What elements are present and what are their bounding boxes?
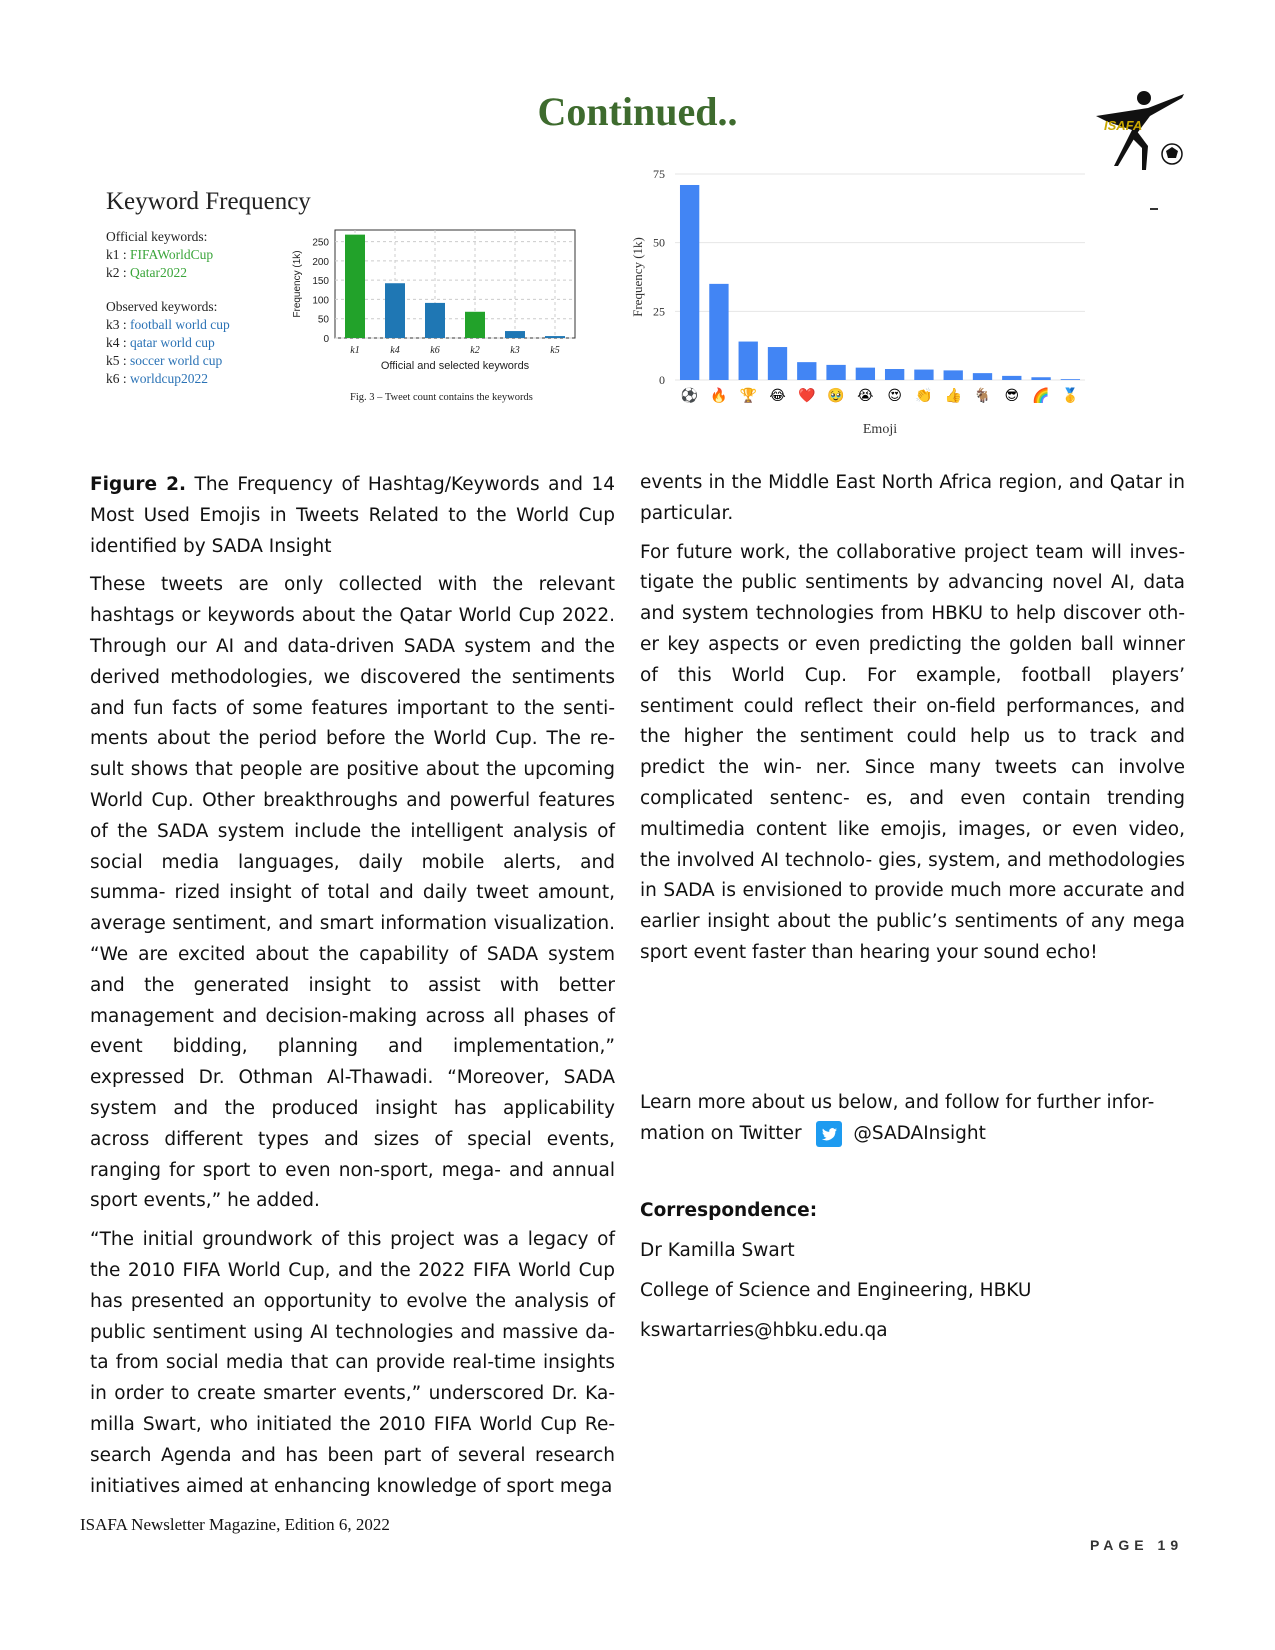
keyword-row: k3 : football world cup [106,317,230,332]
bar [1002,376,1021,380]
x-tick-label: 🏆 [739,388,757,404]
correspondence-affiliation: College of Science and Engineering, HBKU [640,1280,1032,1301]
x-tick-label: 🌈 [1032,388,1050,404]
y-tick-label: 0 [659,373,665,387]
isafa-logo [1088,86,1188,182]
figure-caption-text: The Frequency of Hashtag/Keywords and 14 Most Used Emojis in Tweets Related to the World Cup identified by SADA Insight [90,474,615,557]
bar [345,235,365,338]
bar [973,373,992,380]
official-heading: Official keywords: [106,229,208,244]
bar [1031,377,1050,380]
page-number: PAGE 19 [1090,1537,1184,1553]
x-tick-label: ❤️ [798,388,816,404]
keyword-row: k1 : FIFAWorldCup [106,247,214,262]
figure-a-title: Keyword Frequency [106,188,311,215]
x-axis-label: Emoji [862,422,898,437]
bar [1061,379,1080,380]
x-tick-label: 🔥 [710,388,728,404]
bar [768,347,787,380]
bar [944,370,963,380]
correspondence-block [640,1196,1185,1356]
right-column [640,468,1185,977]
x-tick-label: k3 [510,345,520,356]
correspondence-name: Dr Kamilla Swart [640,1240,795,1261]
y-tick-label: 100 [312,295,329,307]
x-tick-label: k1 [350,345,360,356]
plot-frame [335,230,575,338]
observed-heading: Observed keywords: [106,299,218,314]
bar [505,331,525,338]
follow-text: Learn more about us below, and follow for further infor- mation on Twitter [640,1092,1155,1144]
bar [385,283,405,338]
left-column [90,470,615,1510]
twitter-handle-link[interactable]: @SADAInsight [853,1122,986,1144]
x-tick-label: ⚽ [680,388,699,404]
y-tick-label: 150 [312,276,329,288]
x-tick-label: 😂 [769,388,786,404]
keyword-row: k6 : worldcup2022 [106,371,209,386]
keyword-row: k2 : Qatar2022 [106,265,187,280]
x-tick-label: 😭 [857,388,874,404]
y-tick-label: 25 [653,304,665,319]
x-tick-label: 🐐 [973,388,992,404]
twitter-bird-icon[interactable] [816,1121,842,1147]
x-tick-label: 👏 [915,388,933,404]
y-tick-label: 50 [653,235,665,250]
bar [545,336,565,338]
official-keywords [106,228,213,282]
body-paragraph: These tweets are only collected with the relevant hashtags or keywords about the Qatar World Cup 2022. Through our AI and data-driven SADA system and the derived methodologies, we discovered the sentiments and fun facts of some features important to the senti- ments about the period before the World Cup. The re- sult shows that people are positive about the upcoming World Cup. Other breakthroughs and powerful features of the SADA system include the intelligent analysis of social media languages, daily mobile alerts, and summa- rized insight of total and daily tweet amount, average sentiment, and smart information visualization. “We are excited about the capability of SADA system and the generated insight to assist with better management and decision-making across all phases of event bidding, planning and implementation,” expressed Dr. Othman Al-Thawadi. “Moreover, SADA system and the produced insight has applicability across different types and sizes of special events, ranging for sport to even non-sport, mega- and annual sport events,” he added. [90,574,615,1212]
correspondence-heading: Correspondence: [640,1200,818,1221]
keyword-row: k4 : qatar world cup [106,335,215,350]
correspondence-email-link[interactable]: kswartarries@hbku.edu.qa [640,1320,888,1341]
body-paragraph: events in the Middle East North Africa region, and Qatar in particular. [640,472,1185,524]
body-paragraph: “The initial groundwork of this project was a legacy of the 2010 FIFA World Cup, and the 2022 FIFA World Cup has presented an opportunity to evolve the analysis of public sentiment using AI technologies and massive da- ta from social media that can provide real-time insights in order to create smarter events,” underscored Dr. Ka- milla Swart, who initiated the 2010 FIFA World Cup Re- search Agenda and has been part of several research initiatives aimed at enhancing knowledge of sport mega [90,1229,615,1497]
follow-block [640,1088,1185,1150]
y-axis-label: Frequency (1k) [630,237,645,317]
figure-caption [90,470,615,562]
emoji-bar-chart [630,170,1150,440]
bar [856,368,875,380]
page-heading: Continued.. [537,89,738,134]
body-paragraph: For future work, the collaborative project team will inves- tigate the public sentiments by advancing novel AI, data and system technologies from HBKU to help discover oth- er key aspects or even predicting the golden ball winner of this World Cup. For example, football players’ sentiment could reflect their on-field performances, and the higher the sentiment could help us to track and predict the win- ner. Since many tweets can involve complicated sentenc- es, and even contain trending multimedia content like emojis, images, or even video, the involved AI technolo- gies, system, and methodologies in SADA is envisioned to provide much more accurate and earlier insight about the public’s sentiments of any mega sport event faster than hearing your sound echo! [640,541,1185,963]
x-tick-label: k2 [470,345,480,356]
x-tick-label: 😍 [887,388,902,404]
y-tick-label: 0 [323,334,329,345]
bar [465,312,485,338]
y-axis-label: Frequency (1k) [292,250,303,318]
y-tick-label: 200 [312,256,329,268]
x-tick-label: 🥇 [1061,388,1080,404]
x-tick-label: k5 [550,345,560,356]
figure-label: Figure 2. [90,474,187,495]
x-tick-label: 😎 [1004,388,1020,404]
footer-publication: ISAFA Newsletter Magazine, Edition 6, 2022 [80,1515,390,1534]
keyword-frequency-figure [100,180,620,420]
decorative-dash [1150,208,1158,210]
bar [885,369,904,380]
keyword-row: k5 : soccer world cup [106,353,223,368]
y-tick-label: 250 [312,237,329,249]
figure-a-caption: Fig. 3 – Tweet count contains the keywords [350,392,533,403]
observed-keywords [106,298,230,388]
x-tick-label: 🥹 [827,388,845,404]
x-tick-label: 👍 [944,388,962,404]
bar [709,284,728,380]
bar [739,342,758,380]
x-axis-label: Official and selected keywords [380,360,530,372]
bar [797,362,816,380]
bar [914,370,933,380]
bar [826,365,845,380]
bar [680,185,699,380]
keyword-bar-chart [290,225,590,393]
x-tick-label: k6 [430,345,440,356]
bar [425,303,445,338]
y-tick-label: 75 [653,170,665,181]
x-tick-label: k4 [390,345,400,356]
logo-text: ISAFA [1104,118,1143,133]
y-tick-label: 50 [317,314,329,326]
